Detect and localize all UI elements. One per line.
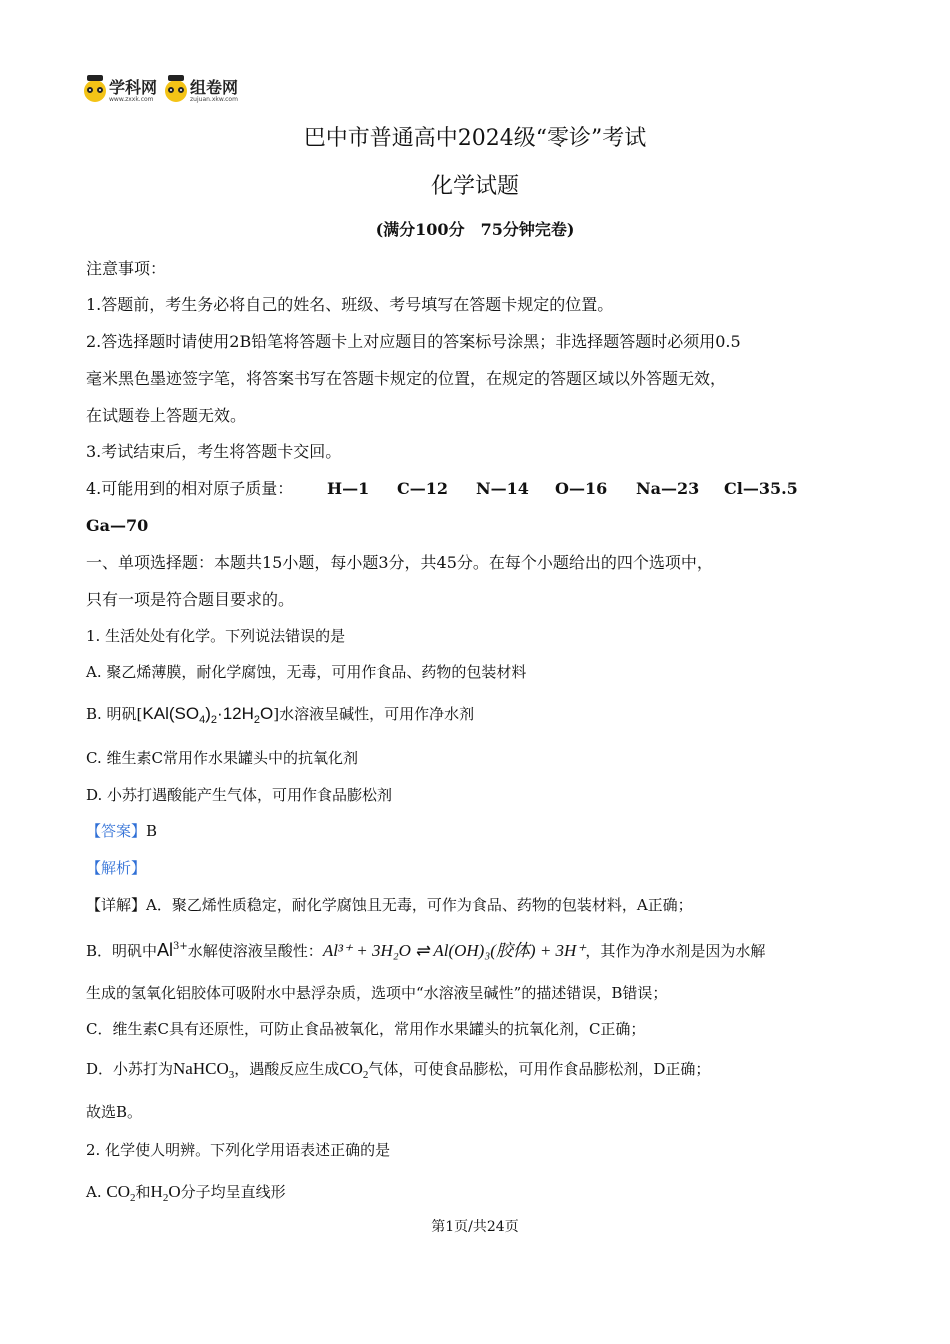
mass-cl: Cl—35.5: [724, 479, 798, 498]
q1-answer: [86, 821, 157, 841]
mass-c: C—12: [397, 479, 448, 498]
zujuanwang-logo: [165, 79, 238, 103]
q1-detail-b: B．明矾中$Al^{3+}$水解使溶液呈酸性：Al³⁺ + 3H₂O ⇌ Al(OH)₃(胶体) + 3H⁺，其作为净水剂是因为水解: [86, 940, 766, 960]
note-1: 1.答题前，考生务必将自己的姓名、班级、考号填写在答题卡规定的位置。: [86, 295, 614, 314]
note-2-line1: 2.答选择题时请使用2B铅笔将答题卡上对应题目的答案标号涂黑；非选择题答题时必须用0.5: [86, 332, 741, 351]
hydrolysis-equation: Al³⁺ + 3H₂O ⇌ Al(OH)₃(胶体) + 3H⁺: [322, 941, 586, 960]
owl-icon: [84, 80, 106, 102]
q1-option-d: D. 小苏打遇酸能产生气体，可用作食品膨松剂: [86, 786, 393, 804]
co2-formula: $CO_2$: [106, 1182, 136, 1204]
note-2-line2: 毫米黑色墨迹签字笔，将答案书写在答题卡规定的位置，在规定的答题区域以外答题无效，: [86, 369, 727, 388]
answer-value: B: [146, 822, 158, 840]
mass-n: N—14: [476, 479, 529, 498]
q1-detail-c: C．维生素C具有还原性，可防止食品被氧化，常用作水果罐头的抗氧化剂，C正确；: [86, 1020, 646, 1038]
xuekewang-logo: [84, 79, 157, 103]
nahco3-formula: NaHCO$_3$: [173, 1059, 235, 1081]
note-4-lead: 4.可能用到的相对原子质量：: [86, 479, 294, 498]
logo-url: www.zxxk.com: [109, 96, 154, 103]
q1-option-b: B. 明矾$[KAl(SO_4)_2\cdot 12H_2O]$水溶液呈碱性，可用作净水剂: [86, 704, 475, 726]
owl-icon: [165, 80, 187, 102]
section-heading-line2: 只有一项是符合题目要求的。: [86, 590, 295, 609]
q1-conclusion: 故选B。: [86, 1103, 143, 1121]
notes-heading: 注意事项：: [86, 259, 167, 278]
section-heading-line1: 一、单项选择题：本题共15小题，每小题3分，共45分。在每个小题给出的四个选项中，: [86, 553, 713, 572]
h2o-formula: $H_2O$: [150, 1182, 181, 1204]
logo-title: 组卷网: [190, 78, 239, 97]
q1-option-c: C. 维生素C常用作水果罐头中的抗氧化剂: [86, 749, 358, 767]
exam-title: 巴中市普通高中2024级“零诊”考试: [303, 126, 647, 151]
note-3: 3.考试结束后，考生将答题卡交回。: [86, 442, 342, 461]
exam-info: (满分100分 75分钟完卷): [375, 220, 575, 239]
q1-detail-d: D．小苏打为NaHCO$_3$，遇酸反应生成$CO_2$气体，可使食品膨松，可用作食品膨松剂，D正确；: [86, 1059, 711, 1081]
logo-title: 学科网: [109, 78, 158, 97]
q2-option-a: A. $CO_2$和$H_2O$分子均呈直线形: [86, 1182, 286, 1204]
mass-h: H—1: [327, 479, 370, 498]
mass-ga: Ga—70: [86, 516, 149, 535]
mass-o: O—16: [555, 479, 608, 498]
analysis-label: 【解析】: [86, 859, 147, 877]
note-4: [86, 478, 293, 500]
note-2-line3: 在试题卷上答题无效。: [86, 406, 247, 425]
q2-stem: 2. 化学使人明辨。下列化学用语表述正确的是: [86, 1141, 391, 1159]
answer-label: 【答案】: [86, 822, 147, 840]
co2-formula: $CO_2$: [339, 1059, 369, 1081]
subject-title: 化学试题: [430, 174, 519, 199]
page-number: 第1页/共24页: [431, 1219, 519, 1235]
mass-na: Na—23: [636, 479, 700, 498]
q1-detail-b-line2: 生成的氢氧化铝胶体可吸附水中悬浮杂质，选项中“水溶液呈碱性”的描述错误，B错误；: [86, 984, 668, 1002]
logo-bar: [84, 79, 238, 103]
alum-formula: $KAl(SO_4)_2\cdot 12H_2O$: [142, 704, 274, 726]
q1-stem: 1. 生活处处有化学。下列说法错误的是: [86, 627, 346, 645]
q1-detail-a: 【详解】A．聚乙烯性质稳定，耐化学腐蚀且无毒，可作为食品、药物的包装材料，A正确；: [86, 896, 693, 914]
q1-option-a: A. 聚乙烯薄膜，耐化学腐蚀，无毒，可用作食品、药物的包装材料: [86, 663, 527, 681]
logo-url: zujuan.xkw.com: [190, 96, 238, 103]
